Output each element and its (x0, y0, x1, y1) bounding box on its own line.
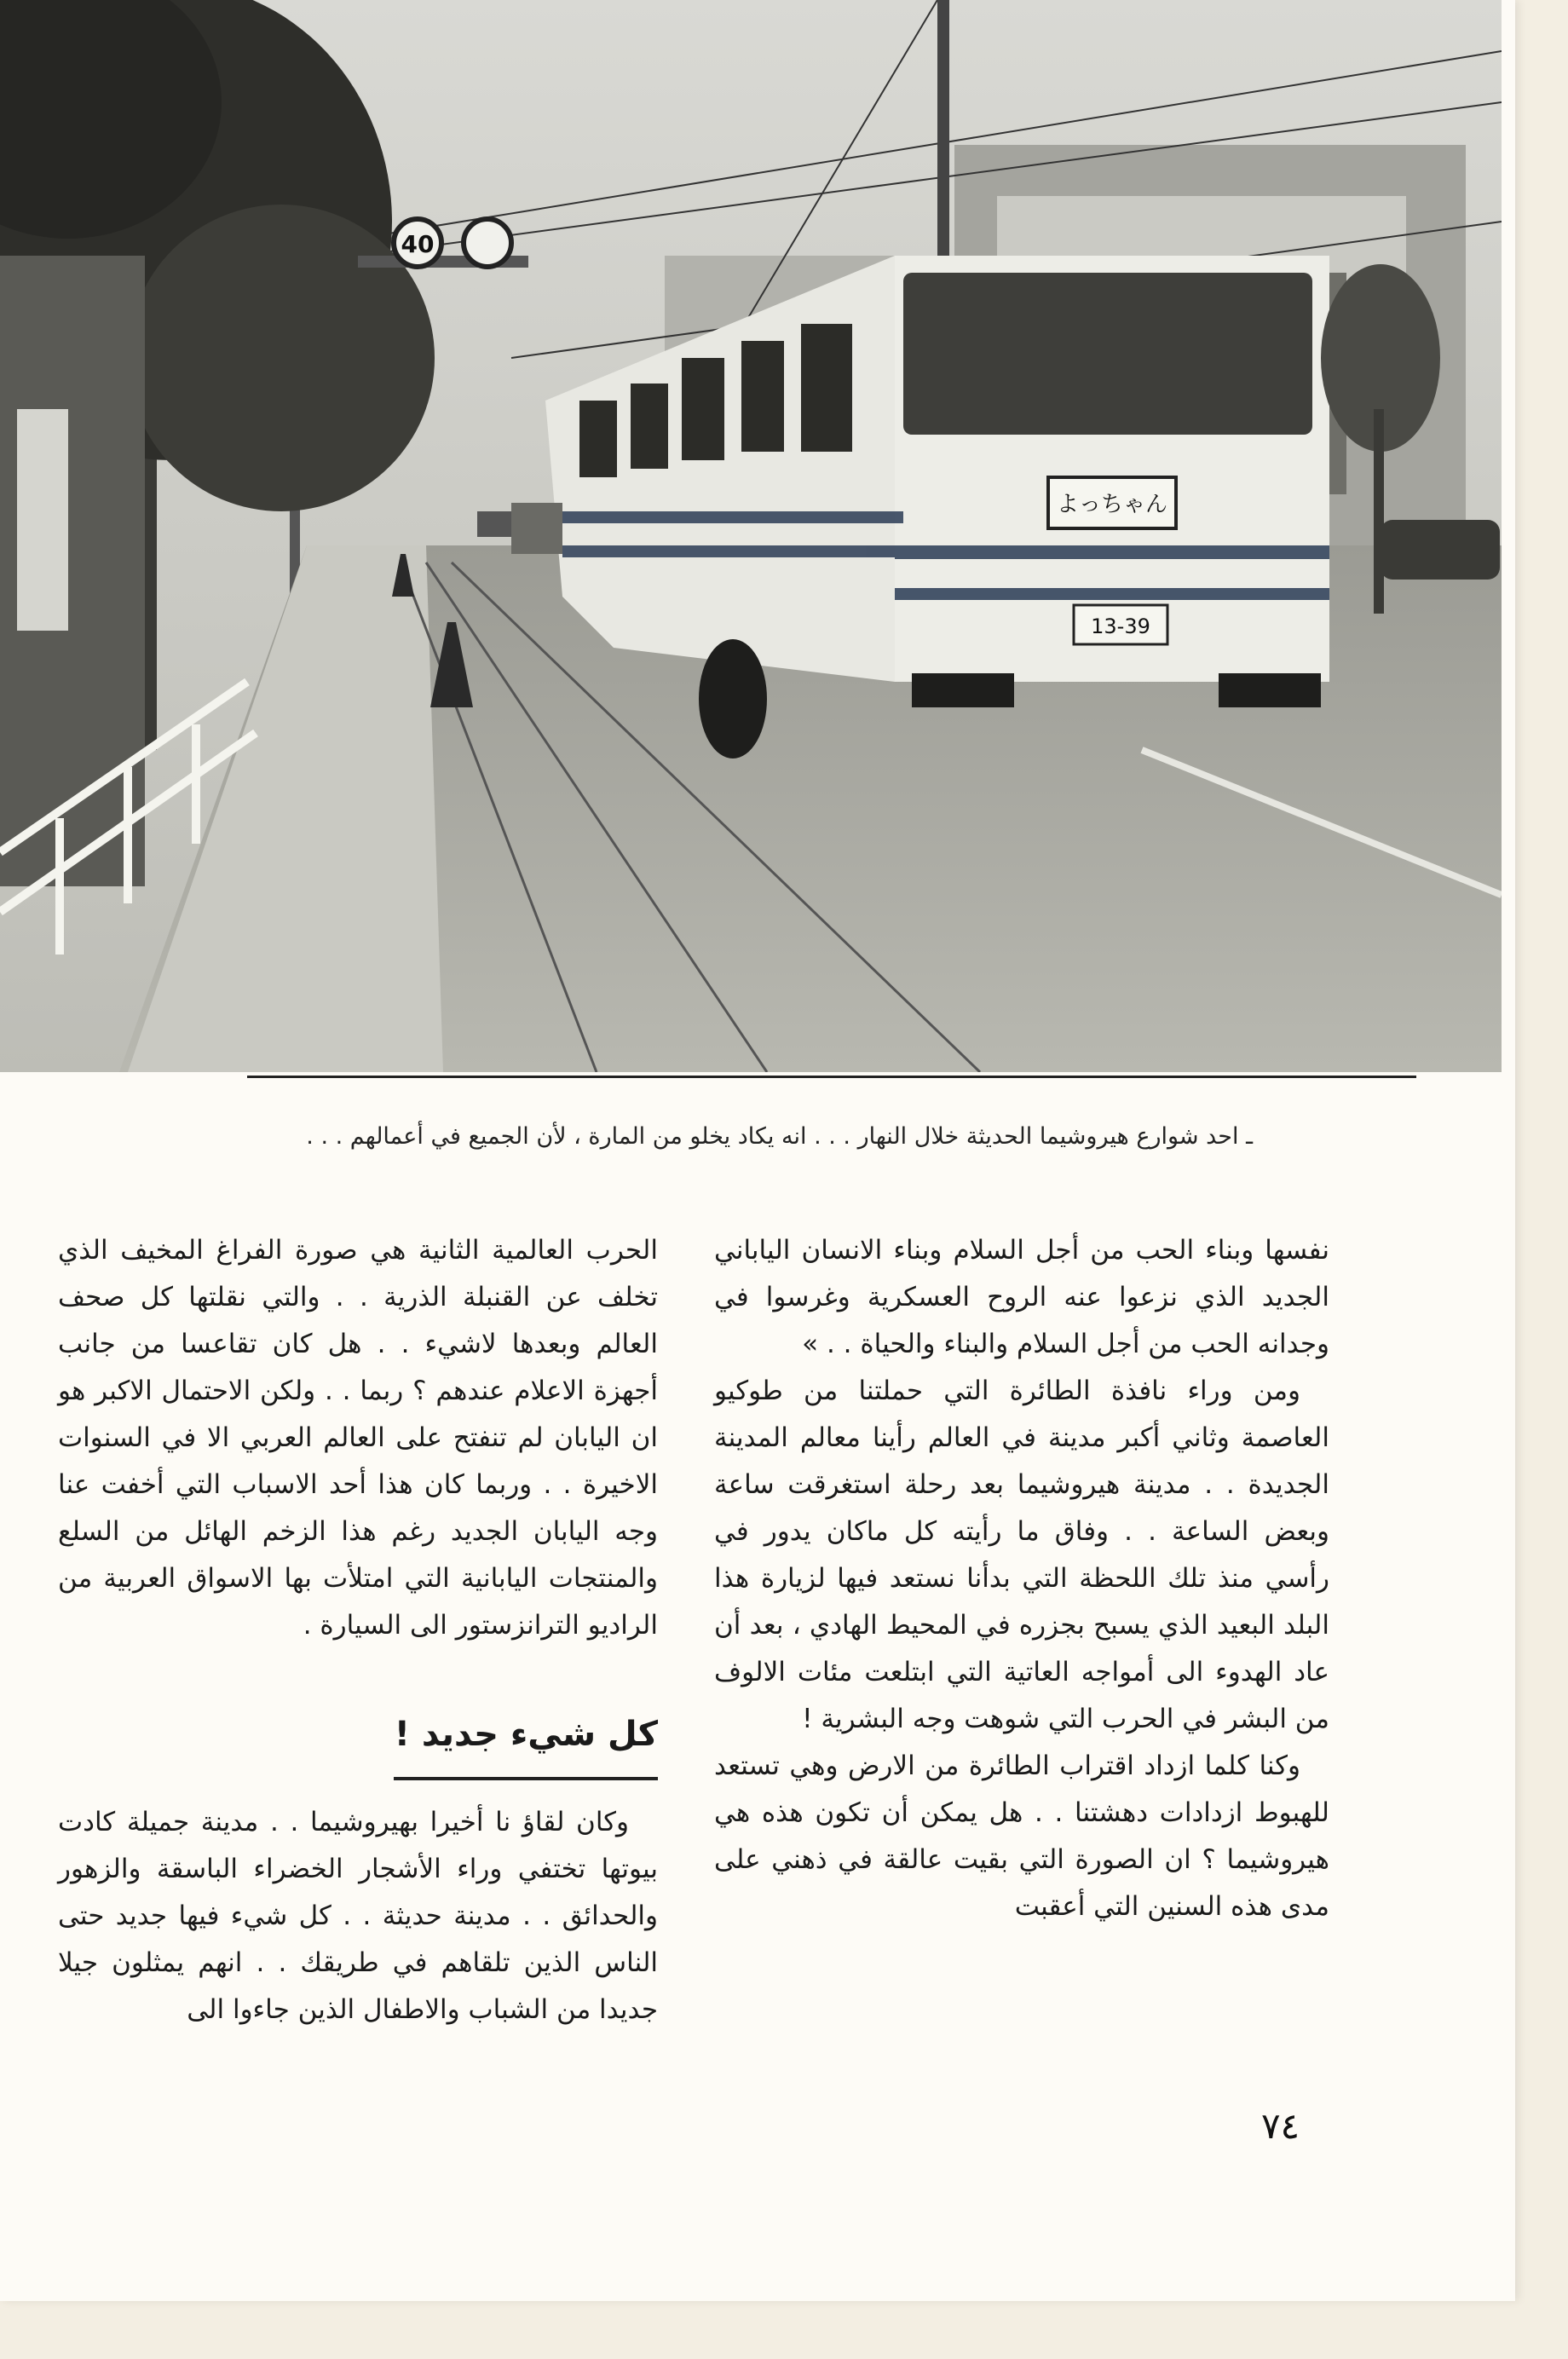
paragraph: ومن وراء نافذة الطائرة التي حملتنا من طوكيو العاصمة وثاني أكبر مدينة في العالم رأينا معالم المدينة الجديدة . . مدينة هيروشيما بعد رحلة استغرقت ساعة وبعض الساعة . . وفاق ما رأيته كل ماكان يدور في رأسي منذ تلك اللحظة التي بدأنا نستعد فيها لزيارة هذا البلد البعيد الذي يسبح بجزره في المحيط الهادي ، بعد أن عاد الهدوء الى أمواجه العاتية التي ابتلعت مئات الالوف من البشر في الحرب التي شوهت وجه البشرية ! (714, 1376, 1329, 1734)
page-number: ٧٤ (1261, 2105, 1300, 2147)
paragraph: الحرب العالمية الثانية هي صورة الفراغ المخيف الذي تخلف عن القنبلة الذرية . . والتي نقلتها كل صحف العالم وبعدها لاشيء . . هل كان تقاعسا من جانب أجهزة الاعلام عندهم ؟ ربما . . ولكن الاحتمال الاكبر هو ان اليابان لم تنفتح على العالم العربي الا في السنوات الاخيرة . . وربما كان هذا أحد الاسباب التي أخفت عنا وجه اليابان الجديد رغم هذا الزخم الهائل من السلع والمنتجات اليابانية التي امتلأت بها الاسواق العربية من الراديو الترانزستور الى السيارة . (58, 1235, 658, 1641)
paragraph: وكان لقاؤ نا أخيرا بهيروشيما . . مدينة جميلة كادت بيوتها تختفي وراء الأشجار الخضراء الباسقة والزهور والحدائق . . مدينة حديثة . . كل شيء فيها جديد حتى الناس الذين تلقاهم في طريقك . . انهم يمثلون جيلا جديدا من الشباب والاطفال الذين جاءوا الى (58, 1807, 658, 2025)
text-column-right (714, 1227, 1329, 1930)
street-bus-photo (0, 0, 1502, 1072)
photo-caption: ـ احد شوارع هيروشيما الحديثة خلال النهار . . . انه يكاد يخلو من المارة ، لأن الجميع في أعمالهم . . . (306, 1123, 1253, 1150)
section-heading: كل شيء جديد ! (394, 1709, 658, 1780)
photo-underline (247, 1076, 1416, 1078)
bus-plate-text: 13-39 (1091, 614, 1150, 638)
bus-sign-text: よっちゃん (1056, 492, 1168, 517)
paragraph: نفسها وبناء الحب من أجل السلام وبناء الانسان الياباني الجديد الذي نزعوا عنه الروح العسكرية وغرسوا في وجدانه الحب من أجل السلام والبناء والحياة . . » (714, 1235, 1329, 1359)
text-column-left (58, 1227, 658, 2033)
speed-sign-text: 40 (401, 230, 435, 258)
paragraph: وكنا كلما ازداد اقتراب الطائرة من الارض وهي تستعد للهبوط ازدادات دهشتنا . . هل يمكن أن تكون هذه هي هيروشيما ؟ ان الصورة التي بقيت عالقة في ذهني على مدى هذه السنين التي أعقبت (714, 1751, 1329, 1922)
